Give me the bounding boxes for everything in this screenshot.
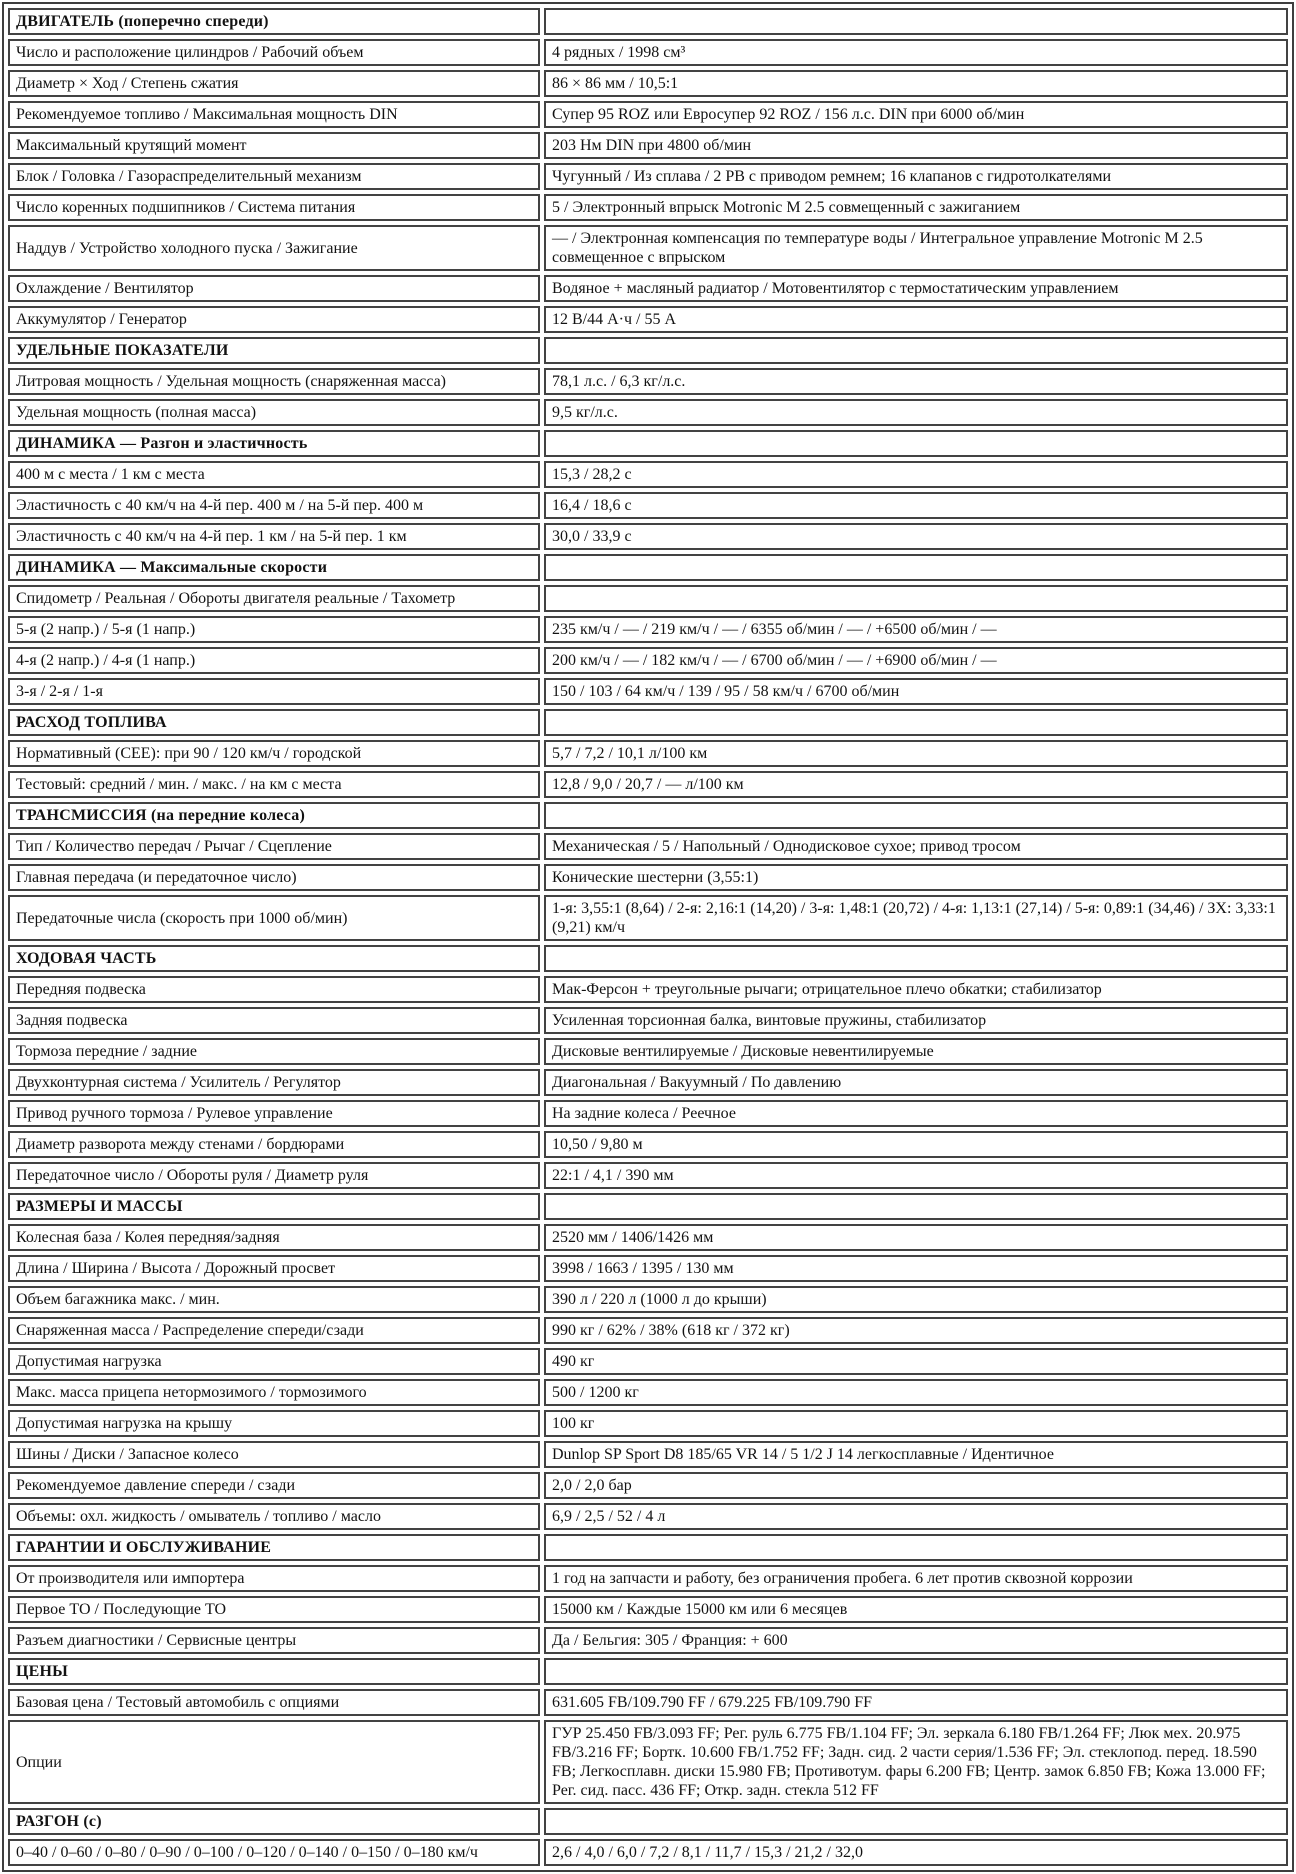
section-title-cell: ЦЕНЫ xyxy=(8,1658,540,1685)
spec-label-cell: 400 м с места / 1 км с места xyxy=(8,461,540,488)
spec-value-cell: 16,4 / 18,6 с xyxy=(544,492,1288,519)
spec-label-cell: Задняя подвеска xyxy=(8,1007,540,1034)
spec-row xyxy=(8,275,1288,302)
spec-label-cell: Передаточные числа (скорость при 1000 об/мин) xyxy=(8,895,540,941)
spec-label-cell: Шины / Диски / Запасное колесо xyxy=(8,1441,540,1468)
section-title-cell: РАЗГОН (с) xyxy=(8,1808,540,1835)
section-title-cell: ДИНАМИКА — Разгон и эластичность xyxy=(8,430,540,457)
section-title-cell: ХОДОВАЯ ЧАСТЬ xyxy=(8,945,540,972)
section-empty-cell xyxy=(544,554,1288,581)
section-empty-cell xyxy=(544,1534,1288,1561)
spec-table-body xyxy=(8,8,1288,1866)
spec-label-cell: Рекомендуемое давление спереди / сзади xyxy=(8,1472,540,1499)
spec-row xyxy=(8,1689,1288,1716)
spec-label-cell: Нормативный (СЕЕ): при 90 / 120 км/ч / городской xyxy=(8,740,540,767)
spec-value-cell: Мак-Ферсон + треугольные рычаги; отрицательное плечо обкатки; стабилизатор xyxy=(544,976,1288,1003)
spec-row xyxy=(8,1565,1288,1592)
spec-value-cell: Чугунный / Из сплава / 2 РВ с приводом ремнем; 16 клапанов с гидротолкателями xyxy=(544,163,1288,190)
section-header-row xyxy=(8,1808,1288,1835)
spec-row xyxy=(8,163,1288,190)
section-title-cell: ДИНАМИКА — Максимальные скорости xyxy=(8,554,540,581)
spec-row xyxy=(8,678,1288,705)
spec-value-cell: 5 / Электронный впрыск Motronic M 2.5 совмещенный с зажиганием xyxy=(544,194,1288,221)
spec-row xyxy=(8,1162,1288,1189)
spec-label-cell: Эластичность с 40 км/ч на 4-й пер. 1 км / на 5-й пер. 1 км xyxy=(8,523,540,550)
spec-label-cell: Охлаждение / Вентилятор xyxy=(8,275,540,302)
spec-value-cell: 1 год на запчасти и работу, без ограничения пробега. 6 лет против сквозной коррозии xyxy=(544,1565,1288,1592)
spec-label-cell: Диаметр разворота между стенами / бордюрами xyxy=(8,1131,540,1158)
spec-value-cell: 30,0 / 33,9 с xyxy=(544,523,1288,550)
spec-label-cell: 0–40 / 0–60 / 0–80 / 0–90 / 0–100 / 0–120 / 0–140 / 0–150 / 0–180 км/ч xyxy=(8,1839,540,1866)
spec-value-cell: Усиленная торсионная балка, винтовые пружины, стабилизатор xyxy=(544,1007,1288,1034)
spec-row xyxy=(8,1627,1288,1654)
spec-row xyxy=(8,461,1288,488)
spec-value-cell: Да / Бельгия: 305 / Франция: + 600 xyxy=(544,1627,1288,1654)
spec-label-cell: Число коренных подшипников / Система питания xyxy=(8,194,540,221)
spec-row xyxy=(8,523,1288,550)
section-header-row xyxy=(8,554,1288,581)
spec-row xyxy=(8,771,1288,798)
spec-row xyxy=(8,70,1288,97)
spec-value-cell: Конические шестерни (3,55:1) xyxy=(544,864,1288,891)
spec-label-cell: Тормоза передние / задние xyxy=(8,1038,540,1065)
spec-label-cell: Двухконтурная система / Усилитель / Регулятор xyxy=(8,1069,540,1096)
spec-value-cell: Дисковые вентилируемые / Дисковые невентилируемые xyxy=(544,1038,1288,1065)
spec-label-cell: От производителя или импортера xyxy=(8,1565,540,1592)
section-title-cell: УДЕЛЬНЫЕ ПОКАЗАТЕЛИ xyxy=(8,337,540,364)
spec-row xyxy=(8,368,1288,395)
spec-label-cell: Главная передача (и передаточное число) xyxy=(8,864,540,891)
spec-row xyxy=(8,1839,1288,1866)
spec-row xyxy=(8,1348,1288,1375)
spec-row xyxy=(8,1720,1288,1804)
spec-value-cell: 500 / 1200 кг xyxy=(544,1379,1288,1406)
spec-row xyxy=(8,1038,1288,1065)
section-title-cell: РАЗМЕРЫ И МАССЫ xyxy=(8,1193,540,1220)
spec-row xyxy=(8,1379,1288,1406)
spec-label-cell: Наддув / Устройство холодного пуска / Зажигание xyxy=(8,225,540,271)
spec-label-cell: Снаряженная масса / Распределение спереди/сзади xyxy=(8,1317,540,1344)
spec-value-cell: Диагональная / Вакуумный / По давлению xyxy=(544,1069,1288,1096)
spec-label-cell: Первое ТО / Последующие ТО xyxy=(8,1596,540,1623)
spec-value-cell: Супер 95 ROZ или Евросупер 92 ROZ / 156 л.с. DIN при 6000 об/мин xyxy=(544,101,1288,128)
section-empty-cell xyxy=(544,1808,1288,1835)
spec-row xyxy=(8,132,1288,159)
spec-label-cell: Допустимая нагрузка на крышу xyxy=(8,1410,540,1437)
spec-row xyxy=(8,647,1288,674)
spec-label-cell: Разъем диагностики / Сервисные центры xyxy=(8,1627,540,1654)
spec-label-cell: Тестовый: средний / мин. / макс. / на км с места xyxy=(8,771,540,798)
section-header-row xyxy=(8,709,1288,736)
section-header-row xyxy=(8,1658,1288,1685)
section-title-cell: РАСХОД ТОПЛИВА xyxy=(8,709,540,736)
spec-value-cell: 200 км/ч / — / 182 км/ч / — / 6700 об/мин / — / +6900 об/мин / — xyxy=(544,647,1288,674)
spec-row xyxy=(8,1441,1288,1468)
spec-label-cell: Колесная база / Колея передняя/задняя xyxy=(8,1224,540,1251)
spec-value-cell: На задние колеса / Реечное xyxy=(544,1100,1288,1127)
spec-value-cell: 10,50 / 9,80 м xyxy=(544,1131,1288,1158)
spec-row xyxy=(8,1317,1288,1344)
spec-value-cell: 78,1 л.с. / 6,3 кг/л.с. xyxy=(544,368,1288,395)
spec-row xyxy=(8,1131,1288,1158)
spec-row xyxy=(8,895,1288,941)
spec-row xyxy=(8,39,1288,66)
section-empty-cell xyxy=(544,709,1288,736)
spec-value-cell: 990 кг / 62% / 38% (618 кг / 372 кг) xyxy=(544,1317,1288,1344)
spec-value-cell: ГУР 25.450 FB/3.093 FF; Рег. руль 6.775 FB/1.104 FF; Эл. зеркала 6.180 FB/1.264 FF; Люк мех. 20.975 FB/3.216 FF; Бортк. 10.600 FB/1.752 FF; Задн. сид. 2 части серия/1.536 FF; Эл. стеклопод. перед. 18.590 FB; Легкосплавн. диски 15.980 FB; Противотум. фары 6.200 FB; Центр. замок 6.850 FB; Кожа 13.000 FF; Рег. сид. пасс. 436 FF; Откр. задн. стекла 512 FF xyxy=(544,1720,1288,1804)
spec-table xyxy=(2,2,1294,1872)
section-title-cell: ДВИГАТЕЛЬ (поперечно спереди) xyxy=(8,8,540,35)
section-title-cell: ТРАНСМИССИЯ (на передние колеса) xyxy=(8,802,540,829)
spec-value-cell: 235 км/ч / — / 219 км/ч / — / 6355 об/мин / — / +6500 об/мин / — xyxy=(544,616,1288,643)
section-header-row xyxy=(8,430,1288,457)
section-title-cell: ГАРАНТИИ И ОБСЛУЖИВАНИЕ xyxy=(8,1534,540,1561)
spec-value-cell xyxy=(544,585,1288,612)
spec-value-cell: 86 × 86 мм / 10,5:1 xyxy=(544,70,1288,97)
spec-label-cell: Эластичность с 40 км/ч на 4-й пер. 400 м / на 5-й пер. 400 м xyxy=(8,492,540,519)
spec-value-cell: 9,5 кг/л.с. xyxy=(544,399,1288,426)
section-empty-cell xyxy=(544,945,1288,972)
spec-row xyxy=(8,616,1288,643)
spec-row xyxy=(8,740,1288,767)
spec-value-cell: Водяное + масляный радиатор / Мотовентилятор с термостатическим управлением xyxy=(544,275,1288,302)
section-empty-cell xyxy=(544,337,1288,364)
section-header-row xyxy=(8,337,1288,364)
spec-row xyxy=(8,1007,1288,1034)
spec-label-cell: Длина / Ширина / Высота / Дорожный просвет xyxy=(8,1255,540,1282)
spec-label-cell: Максимальный крутящий момент xyxy=(8,132,540,159)
section-empty-cell xyxy=(544,1193,1288,1220)
spec-row xyxy=(8,864,1288,891)
spec-row xyxy=(8,306,1288,333)
spec-row xyxy=(8,1410,1288,1437)
spec-value-cell: 2,6 / 4,0 / 6,0 / 7,2 / 8,1 / 11,7 / 15,3 / 21,2 / 32,0 xyxy=(544,1839,1288,1866)
spec-value-cell: 3998 / 1663 / 1395 / 130 мм xyxy=(544,1255,1288,1282)
spec-value-cell: 150 / 103 / 64 км/ч / 139 / 95 / 58 км/ч / 6700 об/мин xyxy=(544,678,1288,705)
spec-row xyxy=(8,1224,1288,1251)
spec-value-cell: 12 В/44 А·ч / 55 А xyxy=(544,306,1288,333)
section-header-row xyxy=(8,802,1288,829)
spec-label-cell: Рекомендуемое топливо / Максимальная мощность DIN xyxy=(8,101,540,128)
spec-row xyxy=(8,492,1288,519)
spec-value-cell: 6,9 / 2,5 / 52 / 4 л xyxy=(544,1503,1288,1530)
section-empty-cell xyxy=(544,1658,1288,1685)
spec-label-cell: 4-я (2 напр.) / 4-я (1 напр.) xyxy=(8,647,540,674)
spec-row xyxy=(8,225,1288,271)
spec-label-cell: Число и расположение цилиндров / Рабочий объем xyxy=(8,39,540,66)
spec-value-cell: 22:1 / 4,1 / 390 мм xyxy=(544,1162,1288,1189)
spec-label-cell: Передняя подвеска xyxy=(8,976,540,1003)
section-empty-cell xyxy=(544,802,1288,829)
spec-label-cell: Блок / Головка / Газораспределительный механизм xyxy=(8,163,540,190)
spec-row xyxy=(8,1472,1288,1499)
spec-value-cell: 100 кг xyxy=(544,1410,1288,1437)
spec-row xyxy=(8,976,1288,1003)
spec-label-cell: Опции xyxy=(8,1720,540,1804)
spec-value-cell: 2520 мм / 1406/1426 мм xyxy=(544,1224,1288,1251)
section-empty-cell xyxy=(544,8,1288,35)
spec-label-cell: 5-я (2 напр.) / 5-я (1 напр.) xyxy=(8,616,540,643)
spec-label-cell: Литровая мощность / Удельная мощность (снаряженная масса) xyxy=(8,368,540,395)
section-header-row xyxy=(8,8,1288,35)
spec-label-cell: Спидометр / Реальная / Обороты двигателя реальные / Тахометр xyxy=(8,585,540,612)
spec-label-cell: Базовая цена / Тестовый автомобиль с опциями xyxy=(8,1689,540,1716)
spec-label-cell: Объем багажника макс. / мин. xyxy=(8,1286,540,1313)
spec-row xyxy=(8,1286,1288,1313)
section-header-row xyxy=(8,945,1288,972)
spec-label-cell: Объемы: охл. жидкость / омыватель / топливо / масло xyxy=(8,1503,540,1530)
spec-value-cell: Механическая / 5 / Напольный / Однодисковое сухое; привод тросом xyxy=(544,833,1288,860)
spec-value-cell: 390 л / 220 л (1000 л до крыши) xyxy=(544,1286,1288,1313)
spec-label-cell: Удельная мощность (полная масса) xyxy=(8,399,540,426)
spec-row xyxy=(8,399,1288,426)
spec-row xyxy=(8,833,1288,860)
spec-value-cell: 4 рядных / 1998 см³ xyxy=(544,39,1288,66)
section-header-row xyxy=(8,1534,1288,1561)
spec-value-cell: Dunlop SP Sport D8 185/65 VR 14 / 5 1/2 J 14 легкосплавные / Идентичное xyxy=(544,1441,1288,1468)
spec-label-cell: Допустимая нагрузка xyxy=(8,1348,540,1375)
spec-label-cell: Диаметр × Ход / Степень сжатия xyxy=(8,70,540,97)
spec-row xyxy=(8,1503,1288,1530)
spec-value-cell: 12,8 / 9,0 / 20,7 / — л/100 км xyxy=(544,771,1288,798)
spec-label-cell: 3-я / 2-я / 1-я xyxy=(8,678,540,705)
spec-value-cell: 1-я: 3,55:1 (8,64) / 2-я: 2,16:1 (14,20) / 3-я: 1,48:1 (20,72) / 4-я: 1,13:1 (27,14) / 5-я: 0,89:1 (34,46) / ЗХ: 3,33:1 (9,21) км/ч xyxy=(544,895,1288,941)
spec-row xyxy=(8,1100,1288,1127)
section-header-row xyxy=(8,1193,1288,1220)
spec-row xyxy=(8,1069,1288,1096)
spec-label-cell: Макс. масса прицепа нетормозимого / тормозимого xyxy=(8,1379,540,1406)
spec-value-cell: 631.605 FB/109.790 FF / 679.225 FB/109.790 FF xyxy=(544,1689,1288,1716)
spec-row xyxy=(8,1596,1288,1623)
spec-value-cell: — / Электронная компенсация по температуре воды / Интегральное управление Motronic M 2.5 совмещенное с впрыском xyxy=(544,225,1288,271)
spec-row xyxy=(8,585,1288,612)
spec-value-cell: 2,0 / 2,0 бар xyxy=(544,1472,1288,1499)
spec-label-cell: Привод ручного тормоза / Рулевое управление xyxy=(8,1100,540,1127)
spec-value-cell: 15000 км / Каждые 15000 км или 6 месяцев xyxy=(544,1596,1288,1623)
spec-label-cell: Аккумулятор / Генератор xyxy=(8,306,540,333)
spec-row xyxy=(8,101,1288,128)
spec-row xyxy=(8,1255,1288,1282)
spec-value-cell: 490 кг xyxy=(544,1348,1288,1375)
spec-value-cell: 15,3 / 28,2 с xyxy=(544,461,1288,488)
spec-value-cell: 5,7 / 7,2 / 10,1 л/100 км xyxy=(544,740,1288,767)
spec-row xyxy=(8,194,1288,221)
spec-label-cell: Тип / Количество передач / Рычаг / Сцепление xyxy=(8,833,540,860)
spec-value-cell: 203 Нм DIN при 4800 об/мин xyxy=(544,132,1288,159)
spec-label-cell: Передаточное число / Обороты руля / Диаметр руля xyxy=(8,1162,540,1189)
section-empty-cell xyxy=(544,430,1288,457)
